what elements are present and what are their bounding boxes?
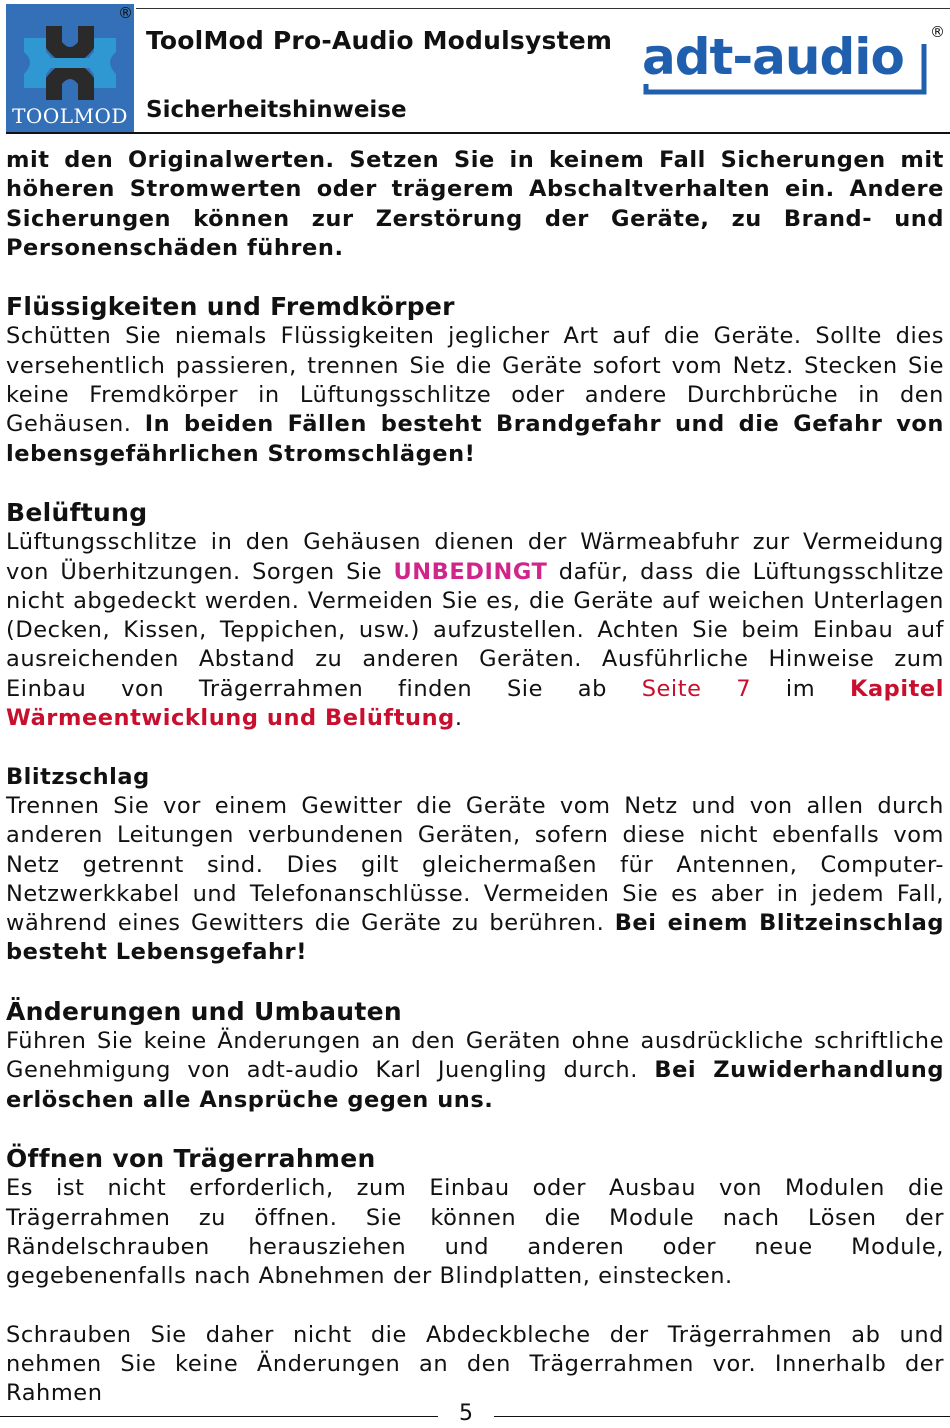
text-run: Trennen Sie vor einem Gewitter die Geräte vom Netz und von allen durch anderen Leitungen verbundenen Geräten, sofern diese nicht ebenfalls vom Netz getrennt sind. Dies gilt gleichermaßen für Antennen, Computer-Netzwerkkabel und Telefonanschlüsse. Vermeiden Sie es aber in jedem Fall, während eines Gewitters die Geräte zu berühren. xyxy=(6,792,944,937)
page-subtitle: Sicherheitshinweise xyxy=(146,97,407,123)
text-run: im xyxy=(751,675,850,702)
text-run: Bei Zuwiderhandlung erlöschen alle Ansprüche gegen uns. xyxy=(6,1057,944,1113)
page-header xyxy=(0,0,950,135)
section-heading: Öffnen von Trägerrahmen xyxy=(6,1144,376,1174)
page-title: ToolMod Pro-Audio Modulsystem xyxy=(146,26,613,55)
section-fluessigkeiten xyxy=(6,292,944,468)
section-heading: Blitzschlag xyxy=(6,763,150,790)
text-run: Schrauben Sie daher nicht die Abdeckbleche der Trägerrahmen ab und nehmen Sie keine Änderungen an den Trägerrahmen vor. Innerhalb der Rahmen xyxy=(6,1321,944,1407)
section-gap xyxy=(6,263,944,292)
section-heading: Flüssigkeiten und Fremdkörper xyxy=(6,292,455,322)
section-paragraph xyxy=(6,1321,944,1409)
text-run: mit den Originalwerten. Setzen Sie in keinem Fall Sicherungen mit höheren Stromwerten oder trägerem Abschaltverhalten ein. Andere Sicherungen können zur Zerstörung der Geräte, zu Brand- und Personenschäden führen. xyxy=(6,147,944,261)
text-run: In beiden Fällen besteht Brandgefahr und die Gefahr von lebensgefährlichen Stromschlägen! xyxy=(6,411,944,467)
text-run: dafür, dass die Lüftungsschlitze nicht abgedeckt werden. Vermeiden Sie es, die Geräte auf weichen Unterlagen (Decken, Kissen, Teppichen, usw.) aufzustellen. Achten Sie beim Einbau auf ausreichenden Abstand zu anderen Geräten. Ausführliche Hinweise zum Einbau von Trägerrahmen finden Sie ab xyxy=(6,558,944,702)
toolmod-logo xyxy=(6,4,134,132)
section-gap xyxy=(6,1115,944,1144)
registered-mark-adt: ® xyxy=(930,23,945,41)
footer-rule-right xyxy=(494,1416,950,1417)
section-oeffnen xyxy=(6,1144,944,1291)
section-schrauben xyxy=(6,1321,944,1409)
section-heading: Belüftung xyxy=(6,498,148,528)
document-body xyxy=(6,146,944,1409)
text-run: Bei einem Blitzeinschlag besteht Lebensgefahr! xyxy=(6,910,944,966)
text-run: . xyxy=(454,705,463,732)
section-gap xyxy=(6,1291,944,1320)
adt-audio-logo-text: adt-audio xyxy=(642,28,904,86)
registered-mark: ® xyxy=(118,4,133,22)
section-gap xyxy=(6,733,944,762)
section-aenderungen xyxy=(6,997,944,1115)
section-gap xyxy=(6,469,944,498)
section-paragraph xyxy=(6,146,944,263)
text-run: Schütten Sie niemals Flüssigkeiten jeglicher Art auf die Geräte. Sollte dies versehentlich passieren, trennen Sie die Geräte sofort vom Netz. Stecken Sie keine Fremdkörper in Lüftungsschlitze oder andere Durchbrüche in den Gehäusen. xyxy=(6,323,944,438)
adt-audio-logo xyxy=(640,22,930,102)
section-paragraph xyxy=(6,1174,944,1291)
section-paragraph xyxy=(6,1027,944,1115)
header-rule-top xyxy=(136,8,950,9)
text-run: Führen Sie keine Änderungen an den Geräten ohne ausdrückliche schriftliche Genehmigung von adt-audio Karl Juengling durch. xyxy=(6,1028,944,1084)
section-heading: Änderungen und Umbauten xyxy=(6,997,402,1027)
section-gap xyxy=(6,968,944,997)
text-run: Lüftungsschlitze in den Gehäusen dienen der Wärmeabfuhr zur Vermeidung von Überhitzungen. Sorgen Sie xyxy=(6,529,944,585)
section-paragraph xyxy=(6,528,944,733)
page-number: 5 xyxy=(459,1401,473,1426)
footer-rule-left xyxy=(0,1416,438,1417)
section-paragraph xyxy=(6,322,944,468)
section-belueftung xyxy=(6,498,944,733)
section-paragraph xyxy=(6,792,944,968)
toolmod-logo-text: TOOLMOD xyxy=(12,104,128,128)
section-continuation xyxy=(6,146,944,263)
section-blitzschlag xyxy=(6,763,944,968)
page-footer xyxy=(0,1398,950,1427)
text-run: Es ist nicht erforderlich, zum Einbau oder Ausbau von Modulen die Trägerrahmen zu öffnen. Sie können die Module nach Lösen der Rändelschrauben herausziehen und anderen oder neue Module, gegebenenfalls nach Abnehmen der Blindplatten, einstecken. xyxy=(6,1175,944,1290)
cross-reference-link[interactable]: Kapitel Wärmeentwicklung und Belüftung xyxy=(6,675,944,732)
emphasis-text: UNBEDINGT xyxy=(393,558,548,585)
cross-reference-link[interactable]: Seite 7 xyxy=(641,675,752,702)
header-rule-bottom xyxy=(6,132,950,134)
